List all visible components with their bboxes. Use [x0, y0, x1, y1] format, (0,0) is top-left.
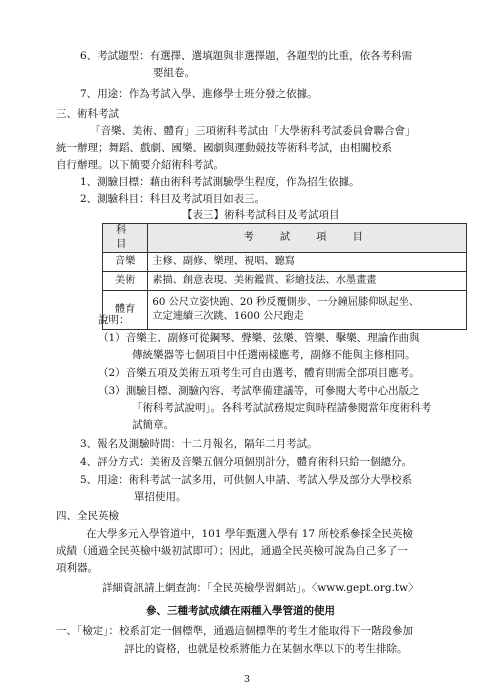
- section-4-link-line: 詳細資訊請上網查詢：「全民英檢學習網站」。〈www.gept.org.tw〉: [102, 582, 419, 594]
- section-4-line3: 項利器。: [56, 562, 98, 574]
- table-row: [103, 272, 467, 291]
- item-6-line1: [80, 49, 412, 63]
- note-2-num: （2）: [98, 367, 126, 379]
- notes-label: 說明：: [98, 314, 130, 326]
- table-cell-items: 主修、副修、樂理、視唱、聽寫: [148, 253, 467, 272]
- table-cell-items: [148, 291, 467, 330]
- section-3-item3: 3、報名及測驗時間：十二月報名，隔年二月考試。: [80, 438, 318, 450]
- section-4-line2: 成績（通過全民英檢中級初試即可）；因此，通過全民英檢可說為自己多了一: [56, 545, 408, 557]
- table-cell-items-line1: 60 公尺立姿快跑、20 秒反覆側步、一分鐘屈膝仰臥起坐、: [152, 297, 420, 308]
- section-3-item5-line2: 單招使用。: [134, 491, 187, 503]
- section-3-para-line1: 「音樂、美術、體育」三項術科考試由「大學術科考試委員會聯合會」: [90, 125, 416, 137]
- subjects-table: [102, 223, 467, 330]
- item-6-text: 有選擇、選填題與非選擇題，各題型的比重，依各考科需: [149, 50, 413, 62]
- note-3-num: （3）: [98, 385, 126, 397]
- item-7-num: 7、: [80, 88, 98, 100]
- section-3-item2: 2、測驗科目：科目及考試項目如表三。: [80, 193, 266, 205]
- section-4-heading: 四、全民英檢: [56, 510, 119, 522]
- table-row: [103, 253, 467, 272]
- note-3-line2: 「術科考試說明」。各科考試試務規定與時程請參閱當年度術科考: [132, 402, 432, 414]
- part-3-line2: 評比的資格，也就是校系將能力在某個水準以下的考生排除。: [124, 643, 408, 655]
- page-number: 3: [244, 674, 251, 685]
- part-3-line1: 一、「檢定」：校系訂定一個標準，通過這個標準的考生才能取得下一階段參加: [56, 625, 413, 637]
- note-2-text: 音樂五項及美術五項考生可自由選考，體育則需全部項目應考。: [125, 367, 420, 379]
- table-row: [103, 291, 467, 330]
- item-7-label: 用途：: [97, 88, 129, 100]
- section-3-para-line3: 自行辦理。以下簡要介紹術科考試。: [56, 159, 224, 171]
- note-3-text: 測驗目標、測驗內容、考試準備建議等，可參閱大考中心出版之: [125, 385, 420, 397]
- part-3-heading: 參、三種考試成績在兩種入學管道的使用: [146, 605, 335, 617]
- item-6-label: 考試題型：: [97, 50, 150, 62]
- section-3-item1: 1、測驗目標：藉由術科考試測驗學生程度，作為招生依據。: [80, 176, 360, 188]
- note-3-line1: [98, 384, 420, 398]
- table-caption: 【表三】術科考試科目及考試項目: [182, 209, 340, 221]
- note-1-line1: [98, 331, 420, 345]
- note-1-num: （1）: [98, 332, 126, 344]
- table-cell-items-line2: 立定連續三次跳、1600 公尺跑走: [152, 311, 304, 322]
- note-1-line2: 傳統樂器等七個項目中任選兩樣應考，副修不能與主修相同。: [132, 349, 416, 361]
- table-header-row: [103, 224, 467, 253]
- item-6-num: 6、: [80, 50, 98, 62]
- section-3-item4: 4、評分方式：美術及音樂五個分項個別計分，體育術科只給一個總分。: [80, 456, 413, 468]
- table-cell-subject: 音樂: [103, 253, 148, 272]
- table-cell-items: 素描、創意表現、美術鑑賞、彩繪技法、水墨畫畫: [148, 272, 467, 291]
- item-7-text: 作為考試入學、進修學士班分發之依據。: [128, 88, 318, 100]
- table-header-items: 考 試 項 目: [148, 224, 467, 253]
- note-3-line3: 試簡章。: [132, 419, 174, 431]
- section-4-line1: 在大學多元入學管道中，101 學年甄選入學有 17 所校系參採全民英檢: [86, 528, 413, 540]
- section-3-heading: 三、術科考試: [56, 108, 119, 120]
- table-header-subject: 科 目: [103, 224, 148, 253]
- section-3-para-line2: 統一辦理；舞蹈、戲劇、國樂、國劇與運動競技等術科考試，由相關校系: [56, 142, 392, 154]
- note-2: [98, 366, 420, 380]
- table-cell-subject: 體育: [103, 291, 148, 330]
- note-1-text: 音樂主、副修可從鋼琴、聲樂、弦樂、管樂、擊樂、理論作曲與: [125, 332, 420, 344]
- item-7: [80, 87, 318, 101]
- table-cell-subject: 美術: [103, 272, 148, 291]
- section-3-item5-line1: 5、用途：術科考試一試多用，可供個人申請、考試入學及部分大學校系: [80, 474, 413, 486]
- item-6-line2: 要組卷。: [153, 67, 195, 79]
